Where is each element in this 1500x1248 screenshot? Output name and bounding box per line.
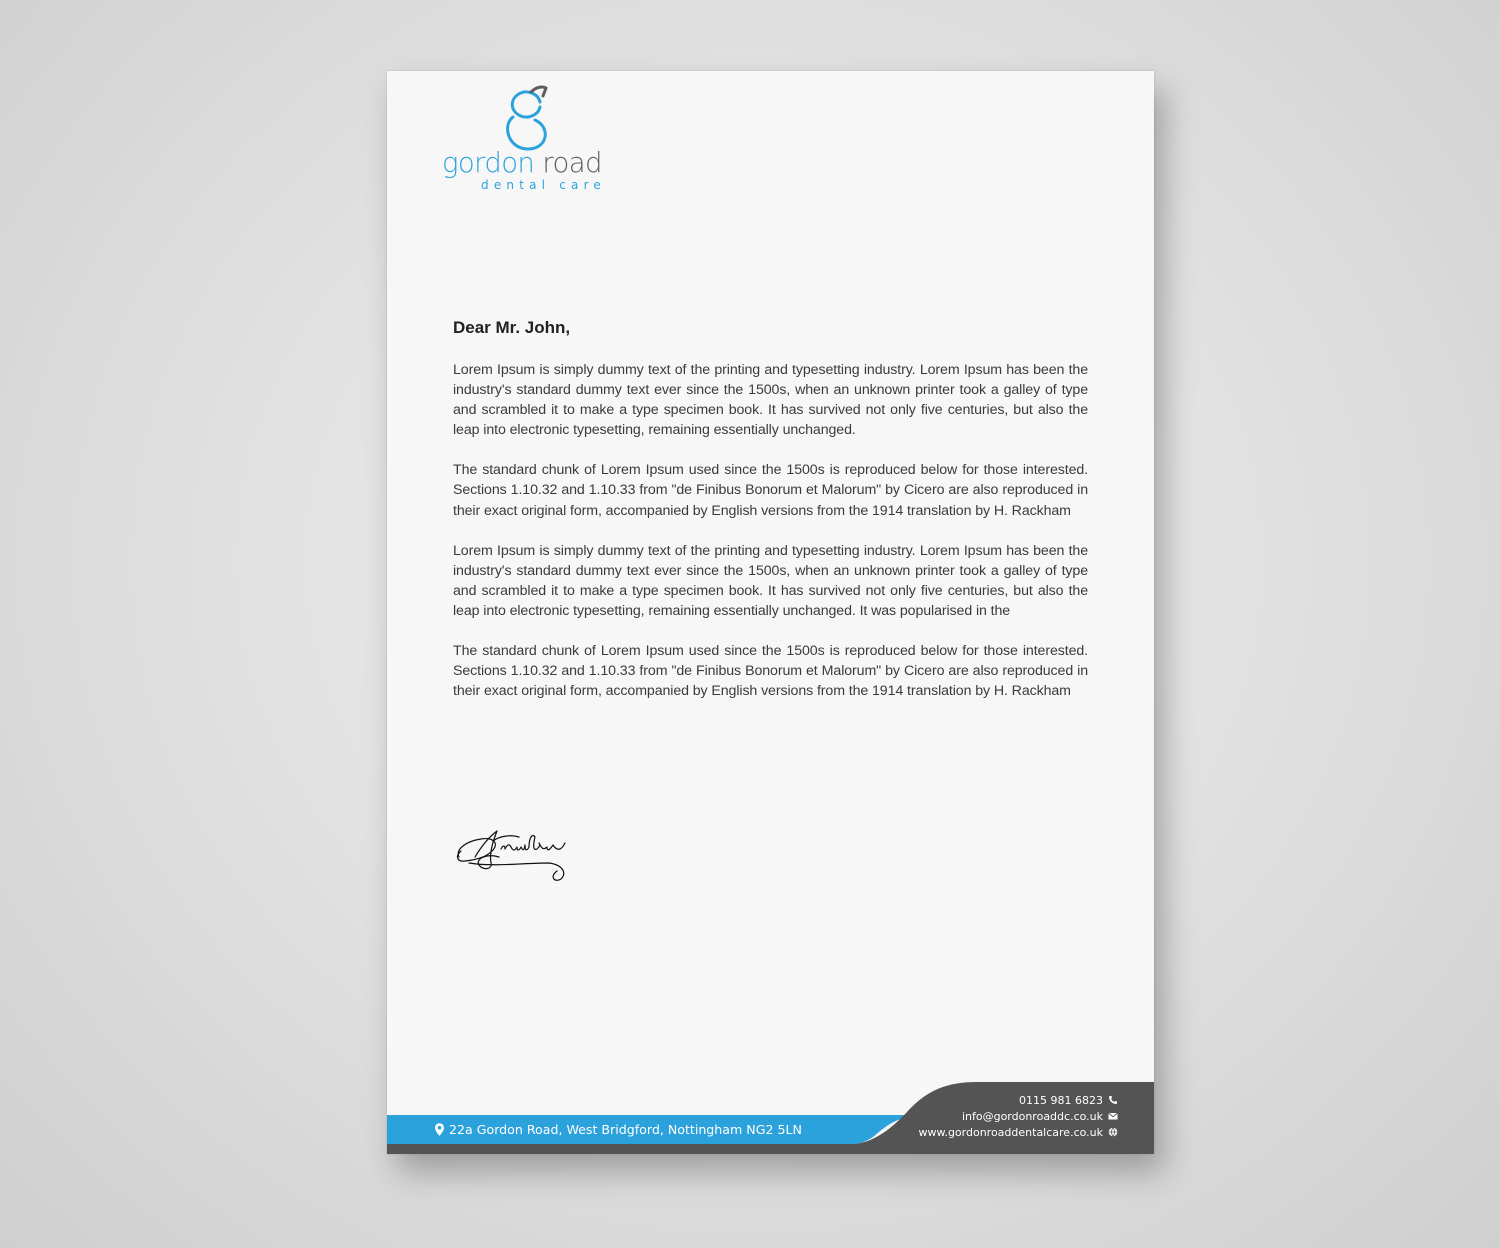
phone-icon xyxy=(1108,1095,1118,1105)
letterhead-footer xyxy=(387,1082,1154,1154)
logo-g-mark xyxy=(505,85,551,155)
footer-address-text: 22a Gordon Road, West Bridgford, Nottingham NG2 5LN xyxy=(449,1122,802,1137)
body-paragraph-2: The standard chunk of Lorem Ipsum used since the 1500s is reproduced below for those interested. Sections 1.10.32 and 1.10.33 from "de Finibus Bonorum et Malorum" by Cicero are also reproduced in their exact original form, accompanied by English versions from the 1914 translation by H. Rackham xyxy=(453,462,1088,519)
footer-email-text: info@gordonroaddc.co.uk xyxy=(961,1109,1103,1123)
logo-wordmark-road: road xyxy=(534,147,602,179)
map-pin-icon xyxy=(435,1123,444,1136)
letter-body xyxy=(453,360,1088,721)
footer-phone xyxy=(918,1092,1118,1108)
envelope-icon xyxy=(1108,1111,1118,1121)
logo-wordmark-gordon: gordon xyxy=(442,147,535,179)
logo-wordmark xyxy=(442,147,602,179)
letterhead-page xyxy=(387,71,1154,1154)
footer-contacts xyxy=(918,1092,1118,1140)
footer-phone-text: 0115 981 6823 xyxy=(1019,1093,1103,1107)
footer-website-text: www.gordonroaddentalcare.co.uk xyxy=(918,1125,1103,1139)
body-paragraph-1: Lorem Ipsum is simply dummy text of the printing and typesetting industry. Lorem Ipsum has been the industry's standard dummy text ever since the 1500s, when an unknown printer took a galley of type and scrambled it to make a type specimen book. It has survived not only five centuries, but also the leap into electronic typesetting, remaining essentially unchanged. xyxy=(453,362,1088,439)
salutation: Dear Mr. John, xyxy=(453,318,571,337)
footer-website xyxy=(918,1124,1118,1140)
footer-address xyxy=(435,1122,802,1137)
globe-icon xyxy=(1108,1127,1118,1137)
body-paragraph-3: Lorem Ipsum is simply dummy text of the printing and typesetting industry. Lorem Ipsum has been the industry's standard dummy text ever since the 1500s, when an unknown printer took a galley of type and scrambled it to make a type specimen book. It has survived not only five centuries, but also the leap into electronic typesetting, remaining essentially unchanged. It was popularised in the xyxy=(453,542,1088,619)
signature xyxy=(453,823,577,887)
footer-email xyxy=(918,1108,1118,1124)
company-logo xyxy=(439,85,629,195)
logo-tagline: dental care xyxy=(481,178,607,192)
body-paragraph-4: The standard chunk of Lorem Ipsum used since the 1500s is reproduced below for those interested. Sections 1.10.32 and 1.10.33 from "de Finibus Bonorum et Malorum" by Cicero are also reproduced in their exact original form, accompanied by English versions from the 1914 translation by H. Rackham xyxy=(453,643,1088,700)
